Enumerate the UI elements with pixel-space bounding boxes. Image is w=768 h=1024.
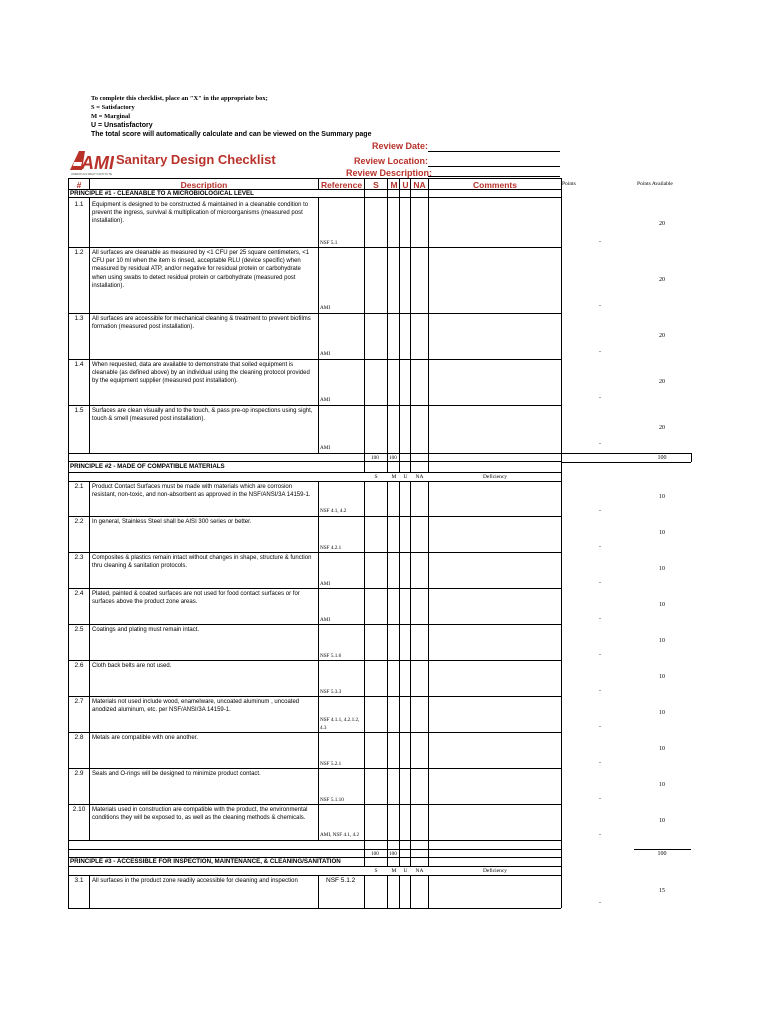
- item-description: Materials used in construction are compatible with the product, the environmental conditions they will be exposed to, as well as the cleaning methods & chemicals.: [92, 807, 308, 822]
- principle-2-title: PRINCIPLE #2 - MADE OF COMPATIBLE MATERIALS: [70, 463, 225, 470]
- item-number: 1.1: [74, 201, 84, 208]
- item-reference: NSF 4.1.1, 4.2.1.2, 4.3: [320, 717, 360, 731]
- col-points-header: Points: [562, 181, 576, 187]
- item-number: 2.1: [74, 483, 84, 490]
- page-title: Sanitary Design Checklist: [116, 152, 276, 167]
- principle-1-total-s: 100: [371, 455, 379, 461]
- item-reference: AMI: [320, 617, 331, 623]
- logo-subtext: AMERICAN MEAT INSTITUTE: [71, 172, 113, 176]
- instructions-line-2: S = Satisfactory: [91, 104, 135, 111]
- item-description: In general, Stainless Steel shall be AISI 300 series or better.: [92, 519, 252, 525]
- item-points-available: 15: [659, 888, 665, 894]
- item-points-available: 20: [659, 425, 665, 431]
- item-number: 3.1: [74, 877, 84, 884]
- logo-text: AMI: [81, 153, 114, 173]
- item-points: -: [599, 508, 601, 514]
- sub-col-m: M: [391, 474, 397, 480]
- item-points: -: [599, 239, 601, 245]
- item-reference: NSF 5.1.10: [320, 797, 344, 803]
- review-date-field[interactable]: [428, 151, 560, 152]
- ami-logo: [70, 148, 114, 176]
- item-points: -: [599, 760, 601, 766]
- item-reference: NSF 4.1, 4.2: [320, 508, 347, 514]
- principle-3-deficiency: Deficiency: [482, 868, 508, 874]
- col-description-header: Description: [180, 180, 228, 190]
- item-points: -: [599, 441, 601, 447]
- item-number: 2.9: [74, 770, 84, 777]
- item-description: Equipment is designed to be constructed & maintained in a cleanable condition to prevent the ingress, survival & multiplication of microorganisms (measured post installation).: [92, 202, 309, 225]
- item-points-available: 10: [659, 782, 665, 788]
- item-points: -: [599, 395, 601, 401]
- item-points: -: [599, 796, 601, 802]
- review-location-field[interactable]: [428, 166, 560, 167]
- item-points-available: 10: [659, 530, 665, 536]
- sub-col-u: U: [403, 474, 408, 480]
- item-points-available: 10: [659, 710, 665, 716]
- instructions-line-5: The total score will automatically calculate and can be viewed on the Summary page: [91, 131, 372, 138]
- item-number: 1.5: [74, 407, 84, 414]
- principle-2-deficiency: Deficiency: [482, 474, 508, 480]
- item-description: All surfaces are accessible for mechanical cleaning & treatment to prevent biofilms formation (measured post installation).: [92, 316, 311, 331]
- item-points-available: 10: [659, 674, 665, 680]
- item-points-available: 10: [659, 818, 665, 824]
- item-reference: AMI, NSF 4.1, 4.2: [320, 832, 360, 838]
- item-reference: NSF 5.2.1: [320, 761, 342, 767]
- item-points: -: [599, 303, 601, 309]
- item-reference: AMI: [320, 351, 331, 357]
- item-points-available: 10: [659, 494, 665, 500]
- item-number: 1.3: [74, 315, 84, 322]
- item-points: -: [599, 544, 601, 550]
- item-description: Metals are compatible with one another.: [92, 735, 199, 741]
- item-points-available: 20: [659, 221, 665, 227]
- item-description: Product Contact Surfaces must be made with materials which are corrosion resistant, non-toxic, and non-absorbent as approved in the NSF/ANSI/3A 14159-1.: [92, 484, 311, 499]
- item-number: 2.6: [74, 662, 84, 669]
- review-description-label: Review Description:: [346, 168, 433, 178]
- item-points-available: 20: [659, 333, 665, 339]
- item-points-available: 10: [659, 566, 665, 572]
- item-points-available: 20: [659, 379, 665, 385]
- item-description: All surfaces are cleanable as measured by <1 CFU per 25 square centimeters, <1 CFU per 10 ml when the item is rinsed, acceptable RLU (device specific) when measured by residual ATP, and/or negative for residual protein or carbohydrate when using swabs to detect residual protein or carbohydrate (measured post installation).: [92, 250, 310, 289]
- item-number: 2.7: [74, 698, 84, 705]
- col-reference-header: Reference: [320, 180, 363, 190]
- item-reference: AMI: [320, 445, 331, 451]
- item-number: 1.2: [74, 249, 84, 256]
- item-points-available: 10: [659, 638, 665, 644]
- item-points: -: [599, 616, 601, 622]
- col-s-header: S: [373, 180, 379, 190]
- review-date-label: Review Date:: [372, 141, 429, 151]
- item-points: -: [599, 652, 601, 658]
- item-points-available: 20: [659, 277, 665, 283]
- principle-1-total-m: 100: [389, 455, 397, 461]
- item-number: 2.5: [74, 626, 84, 633]
- item-description: Composites & plastics remain intact without changes in shape, structure & function thru cleaning & sanitation protocols.: [92, 555, 312, 570]
- item-reference: AMI: [320, 397, 331, 403]
- instructions-line-4: U = Unsatisfactory: [91, 122, 153, 129]
- item-points-available: 10: [659, 602, 665, 608]
- sub-col-s: S: [374, 868, 378, 874]
- principle-2-total-s: 100: [371, 851, 379, 857]
- col-u-header: U: [402, 180, 409, 190]
- item-description: Seals and O-rings will be designed to minimize product contact.: [92, 771, 261, 777]
- item-description: When requested, data are available to demonstrate that soiled equipment is cleanable (as defined above) by an individual using the cleaning protocol provided by the equipment supplier (measured post installation).: [92, 362, 310, 385]
- col-num-header: #: [76, 180, 82, 190]
- item-description: Materials not used include wood, enamelware, uncoated aluminum , uncoated anodized aluminum, etc. per NSF/ANSI/3A 14159-1.: [92, 699, 300, 714]
- item-description: Coatings and plating must remain intact.: [92, 627, 200, 633]
- item-description: All surfaces in the product zone readily accessible for cleaning and inspection: [92, 878, 298, 884]
- col-points-available-header: Points Available: [637, 181, 673, 187]
- principle-3-title: PRINCIPLE #3 - ACCESSIBLE FOR INSPECTION, MAINTENANCE, & CLEANING/SANITATION: [70, 858, 341, 865]
- sub-col-na: NA: [415, 868, 424, 874]
- instructions-line-1: To complete this checklist, place an "X" in the appropriate box;: [91, 95, 268, 102]
- item-reference: NSF 5.1.6: [320, 653, 342, 659]
- item-description: Cloth back belts are not used.: [92, 663, 172, 669]
- item-number: 2.3: [74, 554, 84, 561]
- item-reference: NSF 5.1: [320, 240, 338, 246]
- instructions-line-3: M = Marginal: [91, 113, 131, 120]
- item-reference: AMI: [320, 305, 331, 311]
- principle-2-total-m: 100: [389, 851, 397, 857]
- item-reference: AMI: [320, 581, 331, 587]
- item-points: -: [599, 832, 601, 838]
- review-description-field[interactable]: [428, 176, 560, 177]
- principle-1-title: PRINCIPLE #1 - CLEANABLE TO A MICROBIOLOGICAL LEVEL: [70, 190, 254, 197]
- item-reference: NSF 4.2.1: [320, 545, 342, 551]
- item-number: 2.2: [74, 518, 84, 525]
- item-number: 1.4: [74, 361, 84, 368]
- item-description: Surfaces are clean visually and to the touch, & pass pre-op inspections using sight, touch & smell (measured post installation).: [92, 408, 313, 423]
- sub-col-m: M: [391, 868, 397, 874]
- review-location-label: Review Location:: [354, 156, 429, 166]
- item-number: 2.10: [72, 806, 86, 813]
- item-number: 2.8: [74, 734, 84, 741]
- sub-col-s: S: [374, 474, 378, 480]
- col-na-header: NA: [413, 180, 426, 190]
- item-points: -: [599, 580, 601, 586]
- item-points: -: [599, 688, 601, 694]
- item-description: Plated, painted & coated surfaces are not used for food contact surfaces or for surfaces above the product zone areas.: [92, 591, 300, 606]
- col-m-header: M: [390, 180, 398, 190]
- item-reference: NSF 5.1.2: [326, 877, 356, 884]
- sub-col-na: NA: [415, 474, 424, 480]
- col-comments-header: Comments: [473, 180, 517, 190]
- item-number: 2.4: [74, 590, 84, 597]
- item-points-available: 10: [659, 746, 665, 752]
- principle-2-total-available: 100: [657, 851, 667, 857]
- item-reference: NSF 5.3.3: [320, 689, 342, 695]
- principle-1-total-available: 100: [657, 455, 667, 461]
- item-points: -: [599, 724, 601, 730]
- item-points: -: [599, 349, 601, 355]
- sub-col-u: U: [403, 868, 408, 874]
- item-points: -: [599, 900, 601, 906]
